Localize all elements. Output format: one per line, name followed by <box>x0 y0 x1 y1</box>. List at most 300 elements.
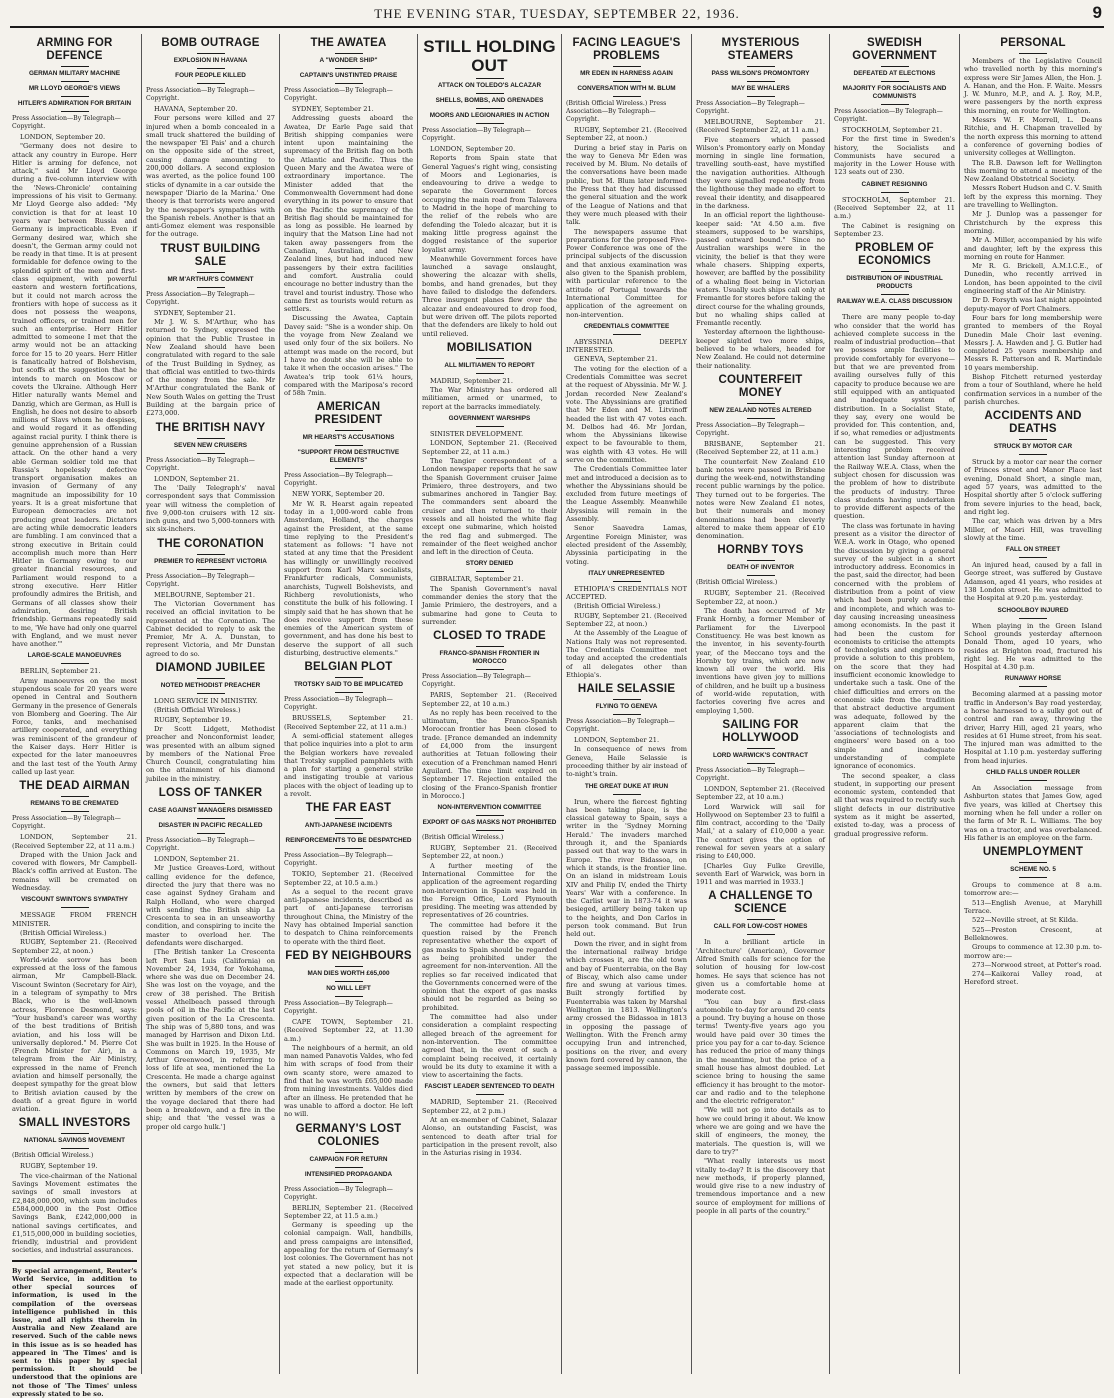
article-subheading: SHELLS, BOMBS, AND GRENADES <box>435 97 544 104</box>
subheading-rule <box>335 981 363 982</box>
article <box>696 719 825 887</box>
article-headline: THE FAR EAST <box>305 802 392 815</box>
article <box>284 1123 413 1288</box>
article-subheading: CAPTAIN'S UNSTINTED PRAISE <box>299 72 398 79</box>
article <box>422 415 557 556</box>
article-body <box>566 798 687 1073</box>
subheading-rule <box>476 830 504 831</box>
article <box>566 37 687 319</box>
article <box>12 652 137 776</box>
article-paragraph: 274—Kaikorai Valley road, at Hereford street. <box>964 970 1102 987</box>
subheading-rule <box>335 692 363 693</box>
notice-rule <box>12 1260 137 1262</box>
article-headline: HORNBY TOYS <box>717 544 804 557</box>
headline-rule <box>197 53 225 54</box>
article-paragraph: SYDNEY, September 21. <box>154 308 236 317</box>
article-body <box>12 667 137 776</box>
article-subheading: MR M'ARTHUR'S COMMENT <box>167 275 254 283</box>
headline-rule <box>197 803 225 804</box>
article-paragraph: Senor Saavedra Lamas, Argentine Foreign Minister, was elected president of the Assembly, Abyssinia participating in the voting. <box>566 524 687 566</box>
subheading-rule <box>613 581 641 582</box>
wire-credit: Press Association—By Telegraph—Copyright. <box>422 127 531 142</box>
article-body <box>964 690 1102 765</box>
article-subheading: NON-INTERVENTION COMMITTEE <box>437 804 542 812</box>
subheading-rule <box>1019 454 1047 455</box>
subheading-rule <box>747 763 775 764</box>
article-body <box>566 338 687 566</box>
article-subheading: MAY BE WHALERS <box>731 85 790 92</box>
wire-credit: (British Official Wireless.) <box>696 579 778 587</box>
subheading-rule <box>61 811 89 812</box>
article-headline: THE AWATEA <box>310 37 387 49</box>
article-paragraph: The car, which was driven by a Mrs Miller, of Maori Hill, was travelling slowly at the time. <box>964 517 1102 542</box>
article-paragraph: Mr A. Miller, accompanied by his wife and daughter, left by the express this morning en route for Hanmer. <box>964 236 1102 261</box>
article-headline: SAILING FOR HOLLYWOOD <box>722 718 799 744</box>
article-paragraph: A semi-official statement alleges that police inquiries into a plot to arm the Belgian workers have revealed that Trotsky supplied pamphlets with a plan for starting a general strike and instigating trouble at various places with the object of leading up to a revolt. <box>284 731 413 798</box>
wire-credit: Press Association—By Telegraph—Copyright. <box>284 87 393 102</box>
subheading-rule <box>881 192 909 193</box>
article <box>146 37 275 239</box>
headline-rule <box>197 678 225 679</box>
article <box>834 242 955 838</box>
article-body <box>146 697 275 783</box>
article-body <box>696 785 825 887</box>
article <box>566 683 687 778</box>
article-headline: COUNTERFEIT MONEY <box>718 373 803 399</box>
subheading-rule <box>197 818 225 819</box>
article-paragraph: (British Official Wireless.) <box>574 602 661 611</box>
article-subheading: ATTACK ON TOLEDO'S ALCAZAR <box>437 82 542 89</box>
column-6 <box>692 34 830 1374</box>
article-body <box>696 440 825 541</box>
article-paragraph: BRUSSELS, September 21. (Received September 22, at 11 a.m.) <box>284 714 413 731</box>
article-subheading: REINFORCEMENTS TO BE DESPATCHED <box>285 837 412 845</box>
headline-rule <box>476 78 504 79</box>
article <box>964 769 1102 842</box>
article-paragraph: Bishop Fitchett returned yesterday from a tour of Southland, where he held confirmation services in a number of the parish churches. <box>964 372 1102 406</box>
headline-rule <box>61 796 89 797</box>
headline-rule <box>61 66 89 67</box>
article-paragraph: Four bars for long membership were granted to members of the Royal Dunedin Male Choir last evening. Messrs J. A. Hawden and J. G. Butler had completed 25 years membership and Messrs R. Patterson and R. Martindale 10 years membership. <box>964 313 1102 372</box>
article-paragraph: GIBRALTAR, September 21. <box>430 575 524 584</box>
subheading-rule <box>747 575 775 576</box>
article-paragraph: The Spanish Government's naval commander denies the story that the Jamie Primiero, the destroyers, and a submarine had gone to Ceuta to surrender. <box>422 584 557 626</box>
article <box>146 243 275 418</box>
wire-credit: Press Association—By Telegraph—Copyright. <box>696 766 805 782</box>
article-paragraph: The War Ministry has ordered all militiamen, armed or unarmed, to report at the barracks immediately. <box>422 386 557 411</box>
article-paragraph: [The British tanker La Crescenta left Port San Luis (California) on November 24, 1934, for Yokohama, where she was due on December 24. She was lost on the voyage, and the crew of 38 perished. The British vessel Athelbeach passed through pools of oil in the Pacific at the last given position of the La Crescenta. The ship was of 5,880 tons, and was managed by Harrison and Dixon Ltd. She was built in 1925. In the House of Commons on March 19, 1935, Mr Arthur Greenwood, in referring to loss of life at sea, mentioned the La Crescenta. He made a charge against the owners, but said that letters written by members of the crew on the voyage declared that there had been a breakdown, and a fire in the ship; and that 'the vessel was a proper old cargo hulk.'] <box>146 948 275 1131</box>
headline-rule <box>335 53 363 54</box>
wire-credit: Press Association—By Telegraph—Copyright. <box>284 1185 393 1201</box>
article-paragraph: BERLIN, September 21. (Received September 22, at 11.5 a.m.) <box>284 1203 413 1220</box>
article <box>12 37 137 648</box>
wire-credit: Press Association—By Telegraph—Copyright. <box>146 837 255 853</box>
article-subheading: SEVEN NEW CRUISERS <box>173 441 248 449</box>
wire-credit: (British Official Wireless.) <box>12 1152 94 1160</box>
headline-rule <box>881 271 909 272</box>
article-paragraph: The Cabinet is resigning on September 23. <box>834 221 955 238</box>
subheading-rule <box>881 104 909 105</box>
article-paragraph: NEW YORK, September 20. <box>292 490 385 499</box>
article <box>964 410 1102 542</box>
article-paragraph: LONDON, September 20. <box>20 133 106 141</box>
article-subheading: CASE AGAINST MANAGERS DISMISSED <box>148 807 273 815</box>
article <box>834 181 955 238</box>
article-paragraph: Germany is speeding up the colonial campaign. Wall, handbills, and press campaigns are intensified, appealing for the return of Germany's lost colonies. The Government has not yet stated a new policy, but it is expected that a declaration will be made at the earliest opportunity. <box>284 1221 413 1288</box>
article <box>12 896 137 1113</box>
article-body <box>964 57 1102 406</box>
article-paragraph: 525—Preston Crescent, at Belleknowes. <box>964 925 1102 942</box>
subheading-rule <box>61 96 89 97</box>
subheading-rule <box>476 1094 504 1095</box>
article-subheading: DEFEATED AT ELECTIONS <box>853 70 936 77</box>
article-subheading: NO WILL LEFT <box>326 984 371 992</box>
subheading-rule <box>335 848 363 849</box>
article-paragraph: HAVANA, September 20. <box>154 105 238 113</box>
headline-rule <box>747 66 775 67</box>
article-body <box>422 1098 557 1157</box>
column-5 <box>562 34 692 1374</box>
subheading-rule <box>476 426 504 427</box>
wire-credit: Press Association—By Telegraph—Copyright. <box>422 673 531 689</box>
article-headline: THE BRITISH NAVY <box>155 421 266 434</box>
article-headline: MYSTERIOUS STEAMERS <box>721 37 800 62</box>
article-body <box>284 490 413 657</box>
article-paragraph: In an official report the lighthouse-keeper said: "At 4.50 a.m. five steamers, supposed to be warships, passed outward bound." Since no Australian warships were in the vicinity, the belief is that they were whale chasers. Shipping experts, however, are baffled by the possibility of a whaling fleet being in Victorian waters. Usually such ships call only at Fremantle for stores before taking the direct course for the whaling grounds, but no whaling ships called at Fremantle recently. <box>696 211 825 328</box>
article <box>696 374 825 541</box>
article-subheading: MR LLOYD GEORGE'S VIEWS <box>28 85 121 92</box>
article-subheading: EXPLOSION IN HAVANA <box>173 57 248 64</box>
article-subheading: CONVERSATION WITH M. BLUM <box>577 85 676 92</box>
article-subheading: MR EDEN IN HARNESS AGAIN <box>580 70 673 77</box>
article <box>146 538 275 658</box>
article-paragraph: The Tangier correspondent of a London newspaper reports that he saw the Spanish Government cruiser Jaime Primiero, three destroyers, and two submarines anchored in Tangier Bay. The commanders sent aboard the cruiser and then returned to their vessels and all hoisted the white flag except one submarine, which hoisted the red flag and submerged. The remainder of the fleet weighed anchor and left in the direction of Ceuta. <box>422 456 557 557</box>
article <box>422 37 557 338</box>
article-subheading: DEATH OF INVENTOR <box>727 564 794 572</box>
article <box>696 37 825 370</box>
article-paragraph: Messrs Robert Hudson and C. V. Smith left by the express this morning. They are travelling to Wellington. <box>964 184 1102 210</box>
article-subheading: STRUCK BY MOTOR CAR <box>993 443 1073 451</box>
article <box>12 780 137 892</box>
article <box>696 890 825 1215</box>
article-body <box>696 118 825 370</box>
headline-rule <box>1019 862 1047 863</box>
article-subheading: GOVERNMENT WARSHIPS <box>448 415 531 423</box>
subheading-rule <box>1019 686 1047 687</box>
article <box>422 804 557 1079</box>
article-paragraph: (British Official Wireless.) <box>154 706 241 715</box>
article-subheading: PREMIER TO REPRESENT VICTORIA <box>154 557 267 565</box>
article-paragraph: Four persons were killed and 27 injured when a bomb concealed in a small truck shattered the building of the newspaper 'El Pais' and a church on the opposite side of the street, causing damage amounting to 200,000 dollars. A second explosion was averted, as the police found 100 sticks of dynamite in a car outside the newspaper 'Diario de la Marina.' One theory is that terrorists were angered by the newspaper's sympathies with the Spanish rebels. Another is that an anti-Gomez element was responsible for the outrage. <box>146 114 275 239</box>
article-headline: PROBLEM OF ECONOMICS <box>855 242 934 268</box>
article-paragraph: In a brilliant article in 'Architecture' (American), Governor Alfred Smith calls for science for the solution of housing for low-cost homes. He says that science has not given us a comfortable home at moderate cost. <box>696 938 825 997</box>
wire-credit: Press Association—By Telegraph—Copyright. <box>696 100 805 115</box>
article-subheading: DISASTER IN PACIFIC RECALLED <box>158 822 263 830</box>
subheading-rule <box>1019 557 1047 558</box>
subheading-rule <box>335 996 363 997</box>
article <box>696 544 825 714</box>
subheading-rule <box>61 663 89 664</box>
article <box>284 950 413 1119</box>
subheading-rule <box>335 468 363 469</box>
article-headline: SMALL INVESTORS <box>18 1117 131 1130</box>
article-paragraph: Dr D. Forsyth was last night appointed deputy-mayor of Port Chalmers. <box>964 296 1102 313</box>
subheading-rule <box>881 309 909 310</box>
article-subheading: REMAINS TO BE CREMATED <box>30 800 119 808</box>
article-headline: THE CORONATION <box>157 537 264 550</box>
subheading-rule <box>747 96 775 97</box>
wire-credit: Press Association—By Telegraph—Copyright. <box>12 115 121 130</box>
article-headline: FED BY NEIGHBOURS <box>285 949 412 962</box>
article-paragraph: Mr W. R. Hearst again repeated today in a 1,000-word cable from Amsterdam, Holland, the charges against the President, at the same time replying to the President's statement as follows: "I have not stated at any time that the President has willingly or unwillingly received support from Karl Marx socialists, Frankfurter radicals, Communists, anarchists, Tugwell Bolshevists, and Richberg revolutionists, who constitute the bulk of his following. I simply said that he has shown that he does receive support from these enemies of the American system of government, and has done his best to deserve the support of all such disturbing, destructive elements." <box>284 499 413 658</box>
article-paragraph: At the Assembly of the League of Nations Italy was not represented. The Credentials Committee met today and accepted the credentials of all delegates other than Ethiopia's. <box>566 629 687 679</box>
article-subheading: SCHOOLBOY INJURED <box>997 606 1069 614</box>
wire-credit: Press Association—By Telegraph—Copyright. <box>146 87 255 102</box>
article <box>566 570 687 679</box>
column-grid <box>8 34 1106 1398</box>
article-paragraph: Mr Justice Greaves-Lord, without calling evidence for the defence, directed the jury that there was no case against Sydney Graham and Ralph Holland, who were charged with sending the British ship La Crescenta to sea in an unseaworthy condition, and conspiring to incite the master to overload her. The defendants were discharged. <box>146 864 275 947</box>
article-headline: AMERICAN PRESIDENT <box>314 401 383 427</box>
article-subheading: LORD WARWICK'S CONTRACT <box>712 751 809 759</box>
article-subheading: MAN DIES WORTH £65,000 <box>307 969 390 977</box>
copyright-notice: By special arrangement, Reuter's World Service, in addition to other special sources of information, is used in the compilation of the overseas intelligence published in this issue, and all rights therein in Australia and New Zealand are reserved. Such of the cable news in this issue as is so headed has appeared in 'The Times' and is sent to this paper by special permission. It should be understood that the opinions are not those of 'The Times' unless expressly stated to be so. <box>12 1266 137 1398</box>
article-subheading: NEW ZEALAND NOTES ALTERED <box>709 406 812 414</box>
article-paragraph: ETHIOPIA'S CREDENTIALS NOT ACCEPTED. <box>566 584 687 602</box>
article-paragraph: [Charles Guy Fulke Greville, seventh Earl of Warwick, was born in 1911 and was married in 1933.] <box>696 861 825 887</box>
subheading-rule <box>476 373 504 374</box>
article <box>12 1117 137 1254</box>
subheading-rule <box>747 418 775 419</box>
article-body <box>12 833 137 892</box>
article <box>834 37 955 177</box>
headline-rule <box>197 438 225 439</box>
article <box>284 661 413 798</box>
article-subheading: "SUPPORT FROM DESTRUCTIVE ELEMENTS" <box>297 449 400 465</box>
article <box>284 401 413 657</box>
article-paragraph: The death has occurred of Mr Frank Hornby, a former Member of Parliament for the Liverpool Constituency. He was best known as the inventor, in his seventy-fourth year, of the Meccano toys and the Hornby toy trains, which are now known all over the world. His inventions have given joy to millions of children, and he built up a business of world-wide reputation, with factories covering five acres and employing 1,500. <box>696 607 825 715</box>
article <box>566 323 687 566</box>
article-paragraph: In consequence of news from Geneva, Haile Selassie is proceeding thither by air instead of to-night's train. <box>566 745 687 779</box>
article-paragraph: Reports from Spain state that General Yagues's right wing, consisting of Moors and Legionaries, is endeavouring to drive a wedge to separate the Government forces occupying the main road from Talavera to Madrid in the hope of marching to the relief of the rebels who are defending the Toledo alcazar, but it is making little progress against the dogged resistance of the superior loyalist army. <box>422 154 557 254</box>
article-paragraph: Irun, where the fiercest fighting has been taking place, is the classical gateway to Spain, says a writer in the 'Sydney Morning Herald.' The invaders marched through it, and the Spaniards passed out that way to the wars in Europe. The river Bidassoa, on which it stands, is the frontier line. On an island in midstream Louis XIV and Philip IV, ended the Thirty Years' War with a conference. In the Carlist war in 1873-74 it was besieged, artillery being taken up to the heights, and Don Carlos in person took command. But Irun held out. <box>566 797 687 939</box>
subheading-rule <box>747 81 775 82</box>
subheading-rule <box>335 68 363 69</box>
headline-rule <box>747 403 775 404</box>
article-paragraph: TOKIO, September 21. (Received September 22, at 10.5 a.m.) <box>284 870 413 887</box>
article-paragraph: SINISTER DEVELOPMENT. <box>430 430 524 439</box>
article-headline: THE DEAD AIRMAN <box>19 780 130 793</box>
wire-credit: Press Association—By Telegraph—Copyright. <box>12 815 121 831</box>
article-subheading: RUNAWAY HORSE <box>1004 675 1062 683</box>
article-paragraph: The vice-chairman of the National Savings Movement estimates the savings of small investors at £2,848,000,000, which sum includes £584,000,000 in the Post Office Savings Bank, £242,000,000 in national savings certificates, and £1,515,000,000 in building societies, friendly, industrial and provident societies, and industrial assurances. <box>12 1171 137 1255</box>
headline-rule <box>335 1152 363 1153</box>
article <box>146 662 275 783</box>
article-body <box>964 458 1102 542</box>
article-body <box>422 377 557 411</box>
article-subheading: ALL MILITIAMEN TO REPORT <box>444 361 535 369</box>
article-paragraph: RUGBY, September 19. <box>154 715 232 724</box>
article-headline: BOMB OUTRAGE <box>161 37 260 49</box>
subheading-rule <box>335 1182 363 1183</box>
wire-credit: Press Association—By Telegraph—Copyright. <box>834 108 943 123</box>
article-body <box>696 938 825 1215</box>
article-body <box>834 196 955 238</box>
article-subheading: MOORS AND LEGIONARIES IN ACTION <box>429 112 550 119</box>
page-number: 9 <box>1092 3 1102 22</box>
subheading-rule <box>476 669 504 670</box>
article-body <box>146 475 275 534</box>
subheading-rule <box>476 815 504 816</box>
subheading-rule <box>881 294 909 295</box>
article-body <box>284 1204 413 1288</box>
article-subheading: ANTI-JAPANESE INCIDENTS <box>304 822 393 830</box>
article-subheading: STORY DENIED <box>465 560 514 568</box>
article-paragraph: There are many people to-day who consider that the world has achieved complete success in the realm of industrial production—that we possess ample facilities to provide comfortably for everyone—but that we are prevented from availing ourselves fully of this capacity to produce because we are still equipped with an antiquated and inadequate system of distribution. In a Socialist State, they say, every one would be provided for. This contention, and, if so, what remedies or adjustments can be suggested. This very interesting problem received attention last Sunday afternoon at the Railway W.E.A. Class, when the subject chosen for discussion was the problem of how to distribute the products of industry. Three class students having undertaken to provide different aspects of the question. <box>834 313 955 521</box>
subheading-rule <box>61 111 89 112</box>
article <box>566 783 687 1073</box>
article-paragraph: Draped with the Union Jack and covered with flowers, Mr Campbell-Black's coffin arrived at Euston. The remains will be cremated on Wednesday. <box>12 850 137 893</box>
article-subheading: FOUR PEOPLE KILLED <box>175 72 246 79</box>
article-headline: HAILE SELASSIE <box>577 683 676 696</box>
wire-credit: Press Association—By Telegraph—Copyright. <box>146 290 255 306</box>
subheading-rule <box>613 334 641 335</box>
subheading-rule <box>613 794 641 795</box>
headline-rule <box>335 818 363 819</box>
article-subheading: ITALY UNREPRESENTED <box>588 569 665 577</box>
article-paragraph: For the first time in Sweden's history, the Socialists and Communists have secured a majority in the Lower House with 123 seats out of 230. <box>834 135 955 177</box>
article-paragraph: The R.B. Dawson left for Wellington this morning to attend a meeting of the New Zealand Obstetrical Society. <box>964 158 1102 184</box>
article-paragraph: LONDON, September 21. <box>574 736 660 745</box>
article-subheading: RAILWAY W.E.A. CLASS DISCUSSION <box>836 298 953 306</box>
article <box>284 37 413 397</box>
column-8 <box>960 34 1106 1374</box>
article-body <box>566 126 687 319</box>
article-subheading: NATIONAL SAVINGS MOVEMENT <box>23 1137 126 1145</box>
column-4 <box>418 34 562 1374</box>
subheading-rule <box>881 81 909 82</box>
article-body <box>12 133 137 648</box>
subheading-rule <box>747 934 775 935</box>
subheading-rule <box>1019 877 1047 878</box>
article-body <box>146 855 275 1131</box>
article-paragraph: RUGBY, September 21. (Received September 22, at noon.) <box>566 126 687 143</box>
article-paragraph: Groups to commence at 8 a.m. tomorrow are:— <box>964 881 1102 898</box>
article-paragraph: Dr Scott Lidgett, Methodist preacher and Nonconformist leader, was presented with an album signed by members of the National Free Church Council, congratulating him on the attainment of his diamond jubilee in the ministry. <box>146 724 275 783</box>
article-subheading: TROTSKY SAID TO BE IMPLICATED <box>293 681 403 689</box>
wire-credit: Press Association—By Telegraph—Copyright. <box>284 852 393 868</box>
wire-credit: Press Association—By Telegraph—Copyright. <box>146 572 255 588</box>
wire-credit: Press Association—By Telegraph—Copyright. <box>146 456 255 472</box>
subheading-rule <box>197 453 225 454</box>
column-2 <box>142 34 280 1374</box>
article-headline: PERSONAL <box>1000 37 1066 49</box>
article-body <box>422 844 557 1079</box>
article-paragraph: The neighbours of a hermit, an old man named Panavotis Valdes, who fed him with scraps of food from their own scanty store, were amazed to find that he was worth £65,000 made from mining investments. Valdes died after an illness. He pretended that he was unable to afford a doctor. He left no will. <box>284 1043 413 1119</box>
article-subheading: NOTED METHODIST PREACHER <box>160 682 261 690</box>
article-paragraph: The newspapers assume that preparations for the proposed Five-Power Conference was one of the principal subjects of the discussion and that anxious examination was also given to the Spanish problem, with particular reference to the attitude of Portugal towards the International Committee for application of the agreement on non-intervention. <box>566 227 687 319</box>
article-paragraph: LONDON, September 21. (Received September 22, at 11 a.m.) <box>12 833 137 850</box>
article-paragraph: During a brief stay in Paris on the way to Geneva Mr Eden was received by M. Blum. No details of the conversations have been made public, but M. Blum later informed the Press that they had discussed the general situation and the work of the League of Nations and that they were much pleased with their talk. <box>566 143 687 227</box>
article-paragraph: CAPE TOWN, September 21. (Received September 22, at 11.30 a.m.) <box>284 1017 413 1043</box>
article-paragraph: RUGBY, September 21. (Received September 22, at noon.) <box>12 938 137 955</box>
article-subheading: MAJORITY FOR SOCIALISTS AND COMMUNISTS <box>842 85 947 100</box>
article-paragraph: LONDON, September 21. (Received September 22, at 11 a.m.) <box>422 439 557 456</box>
article-body <box>284 714 413 798</box>
headline-rule <box>61 1133 89 1134</box>
article-body <box>964 881 1102 987</box>
subheading-rule <box>335 83 363 84</box>
article-subheading: HITLER'S ADMIRATION FOR BRITAIN <box>17 100 132 107</box>
article-paragraph: Becoming alarmed at a passing motor traffic in Anderson's Bay road yesterday, a horse harnessed to a sulky got out of control and ran away, throwing the driver, Harry Hill, aged 21 years, who resides at 61 Hume street, from his seat. The injured man was admitted to the Hospital at 1.10 p.m. yesterday suffering from head injuries. <box>964 690 1102 765</box>
article-body <box>146 591 275 658</box>
article-subheading: CHILD FALLS UNDER ROLLER <box>985 769 1081 777</box>
article-paragraph: Addressing guests aboard the Awatea, Dr Earle Page said that British shipping companies were intent upon maintaining the supremacy of the British flag on both the Atlantic and Pacific. Thus the Queen Mary and the Awatea were of extraordinary importance. The Minister added that the Commonwealth Government had done everything in its power to ensure that on the Pacific the supremacy of the British flag should be maintained for as long as possible. He learned by inquiry that the Matson Line had not taken away passengers from the Canadian, Australian, and New Zealand lines, but had induced new passengers by their extra facilities and comfort. Australia could encourage no better industry than the travel and tourist industry. Those who came first as tourists would return as settlers. <box>284 114 413 314</box>
article-headline: ARMING FOR DEFENCE <box>36 37 113 62</box>
article-paragraph: Members of the Legislative Council who travelled north by this morning's express were Sir James Allen, the Hon. J. A. Hanan, and the Hon. F. Waite. Messrs J. W. Munro, M.P., and A. J. Roy, M.P., were passengers by the north express this morning, en route for Wellington. <box>964 57 1102 115</box>
article-paragraph: Groups to commence at 12.30 p.m. to-morrow are:— <box>964 943 1102 960</box>
article-subheading: FASCIST LEADER SENTENCED TO DEATH <box>424 1083 555 1091</box>
article <box>964 37 1102 406</box>
article-paragraph: RUGBY, September 21. (Received September 22, at noon.) <box>696 589 825 606</box>
article-paragraph: Mr J. W. S. M'Arthur, who has returned to Sydney, expressed the opinion that the Public Trustee in New Zealand should have been congratulated with regard to the sale of the Trust Building in Sydney, as that official was entitled to two-thirds of the money from the sale. Mr M'Arthur congratulated the Bank of New South Wales on getting the Trust Building at the bargain price of £273,000. <box>146 318 275 418</box>
article-paragraph: As a sequel to the recent grave anti-Japanese incidents, described as part of anti-Japanese terrorism throughout China, the Ministry of the Navy has obtained Imperial sanction to despatch to China reinforcements to operate with the third fleet. <box>284 887 413 946</box>
column-3 <box>280 34 418 1374</box>
article-body <box>964 784 1102 842</box>
subheading-rule <box>61 907 89 908</box>
article-body <box>696 589 825 714</box>
article-body <box>146 309 275 418</box>
subheading-rule <box>613 96 641 97</box>
subheading-rule <box>197 68 225 69</box>
article-body <box>964 622 1102 672</box>
article-paragraph: The committee had before it the question raised by the French representative whether the export of gas masks to Spain should be regarded as being prohibited under the agreement for non-intervention. All the replies so far received indicated that the Governments concerned were of the opinion that the export of gas masks should not be regarded as being so prohibited. <box>422 920 557 1012</box>
subheading-rule <box>335 833 363 834</box>
article <box>422 342 557 411</box>
article-body <box>284 1018 413 1119</box>
subheading-rule <box>613 714 641 715</box>
headline-rule <box>476 358 504 359</box>
article-paragraph: RUGBY, September 19. <box>20 1162 98 1171</box>
article-paragraph: Meanwhile Government forces have launched a savage onslaught, showering the alcazar with shells, bombs, and hand grenades, but they have failed to dislodge the defenders. Three insurgent planes flew over the alcazar and endeavoured to drop food, but were driven off. The pilots reported that the defenders are likely to hold out until relieved. <box>422 254 557 338</box>
article-body <box>964 561 1102 602</box>
subheading-rule <box>476 93 504 94</box>
article-body <box>422 691 557 800</box>
headline-rule <box>335 430 363 431</box>
headline-rule <box>613 66 641 67</box>
article-paragraph: Lord Warwick will sail for Hollywood on September 23 to fulfil a film contract, according to the 'Daily Mail,' at a salary of £10,000 a year. The contract gives the option of renewal for seven years at a salary rising to £40,000. <box>696 802 825 861</box>
article <box>422 560 557 626</box>
article-paragraph: The second speaker, a class student, in supporting our present economic system, contended that all that was required to rectify such slight defects in our distributive system as it might be asserted, existed to-day, was a process of gradual progressive reform. <box>834 771 955 838</box>
article-paragraph: SYDNEY, September 21. <box>292 105 374 113</box>
article-body <box>12 1162 137 1254</box>
article-paragraph: Messrs W. F. Morrell, L. Deans Ritchie, and H. Chapman travelled by the north express this morning to attend a conference of governing bodies of university colleges at Wellington. <box>964 116 1102 158</box>
article-paragraph: World-wide sorrow has been expressed at the loss of the famous airman, Mr Campbell-Black. Viscount Swinton (Secretary for Air), in a telegram of sympathy to Mrs Black, who is the well-known actress, Florence Desmond, says: "Your husband's career was worthy of the best traditions of British aviation, and his loss will be universally deplored." M. Pierre Cot (French Minister for Air), in a telegram from the Air Ministry, expressed in the name of French aviation and himself personally, the deepest sympathy for the great blow to British aviation caused by the death of a great figure in world aviation. <box>12 955 137 1114</box>
article-headline: CLOSED TO TRADE <box>433 630 546 643</box>
article-body <box>422 430 557 556</box>
article-subheading: CAMPAIGN FOR RETURN <box>309 1155 388 1163</box>
subheading-rule <box>197 693 225 694</box>
article-paragraph: STOCKHOLM, September 21. <box>842 126 943 134</box>
article-headline: LOSS OF TANKER <box>158 787 263 800</box>
article-headline: MOBILISATION <box>446 341 533 354</box>
subheading-rule <box>1019 780 1047 781</box>
article-paragraph: Struck by a motor car near the corner of Princes street and Manor Place last evening, Donald Short, a single man, aged 57 years, was admitted to the Hospital shortly after 5 o'clock suffering from severe injuries to the head, back, and right leg. <box>964 458 1102 516</box>
article-paragraph: GENEVA, September 21. <box>574 355 658 364</box>
article-paragraph: 513—English Avenue, at Maryhill Terrace. <box>964 898 1102 916</box>
article-subheading: VISCOUNT SWINTON'S SYMPATHY <box>21 896 128 904</box>
article-paragraph: Mr R. G. Brickell, A.M.I.C.E., of Dunedin, who recently arrived in London, has been appointed to the civil engineering staff of the Air Ministry. <box>964 262 1102 296</box>
article-paragraph: At an ex-member of Cabinet, Salazar Alonso, an outstanding Fascist, was sentenced to death after trial for participation in the present revolt, also in the Asturias rising in 1934. <box>422 1116 557 1158</box>
